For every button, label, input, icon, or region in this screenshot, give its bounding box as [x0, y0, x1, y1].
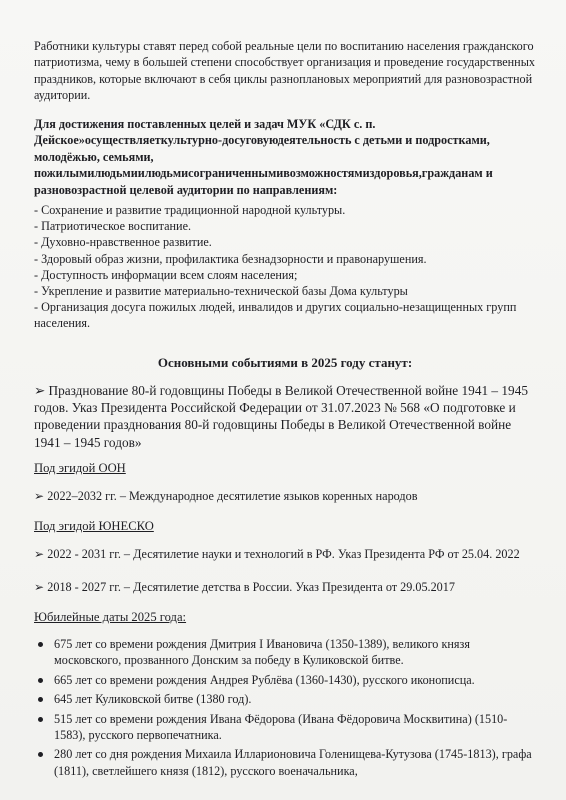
- jubilee-item: 665 лет со времени рождения Андрея Рублёва (1360-1430), русского иконописца.: [34, 672, 536, 688]
- jubilee-item: 675 лет со времени рождения Дмитрия I Ивановича (1350-1389), великого князя московского, прозванного Донским за победу в Куликовской битве.: [34, 636, 536, 669]
- direction-item: - Доступность информации всем слоям населения;: [34, 267, 298, 282]
- direction-item: - Укрепление и развитие материально-технической базы Дома культуры: [34, 284, 408, 299]
- bullet-icon: [38, 678, 43, 683]
- bullet-icon: [38, 697, 43, 702]
- direction-item: - Сохранение и развитие традиционной народной культуры.: [34, 203, 346, 217]
- direction-item: - Патриотическое воспитание.: [34, 219, 192, 234]
- jubilee-item: 515 лет со времени рождения Ивана Фёдорова (Ивана Фёдоровича Москвитина) (1510-1583), русского первопечатника.: [34, 711, 536, 744]
- events-heading: Основными событиями в 2025 году станут:: [157, 355, 413, 370]
- unesco-item: ➢ 2022 - 2031 гг. – Десятилетие науки и технологий в РФ. Указ Президента РФ от 25.04. 2022: [34, 547, 520, 561]
- un-heading: Под эгидой ООН: [34, 461, 126, 475]
- intro-paragraph: Работники культуры ставят перед собой реальные цели по воспитанию населения гражданского патриотизма, чему в большей степени способствует организация и проведение государственных праздников, которые включают в себя циклы разноплановых мероприятий для разновозрастной аудитории.: [34, 39, 535, 103]
- direction-item: - Организация досуга пожилых людей, инвалидов и других социально-незащищенных групп населения.: [34, 300, 517, 331]
- jubilee-list: [34, 636, 536, 782]
- jubilee-item: 280 лет со дня рождения Михаила Илларионовича Голенищева-Кутузова (1745-1813), графа (1811), светлейшего князя (1812), русского военачальника,: [34, 746, 536, 779]
- direction-item: - Здоровый образ жизни, профилактика безнадзорности и правонарушения.: [34, 251, 427, 266]
- unesco-item: ➢ 2018 - 2027 гг. – Десятилетие детства в России. Указ Президента от 29.05.2017: [34, 580, 455, 594]
- victory-paragraph: ➢ Празднование 80-й годовщины Победы в Великой Отечественной войне 1941 – 1945 годов. Указ Президента Российской Федерации от 31.07.2023 № 568 «О подготовке и проведении празднования 80-й годовщины Победы в Великой Отечественной войне 1941 – 1945 годов»: [34, 383, 529, 450]
- bullet-icon: [38, 717, 43, 722]
- bullet-icon: [38, 752, 43, 757]
- direction-item: - Духовно-нравственное развитие.: [34, 235, 212, 250]
- bullet-icon: [38, 642, 43, 647]
- un-item: ➢ 2022–2032 гг. – Международное десятилетие языков коренных народов: [34, 489, 418, 503]
- unesco-heading: Под эгидой ЮНЕСКО: [34, 519, 154, 533]
- goals-heading: Для достижения поставленных целей и задач МУК «СДК с. п. Дейское»осуществляеткультурно-досуговуюдеятельность с детьми и подростками, молодёжью, семьями, пожилымилюдьмиилюдьмисограниченнымивозможностямиздоровья,гражданам и разновозрастной целевой аудитории по направлениям:: [34, 117, 493, 197]
- jubilee-item: 645 лет Куликовской битве (1380 год).: [34, 691, 536, 707]
- jubilee-heading: Юбилейные даты 2025 года:: [34, 610, 187, 624]
- directions-list: [34, 202, 536, 332]
